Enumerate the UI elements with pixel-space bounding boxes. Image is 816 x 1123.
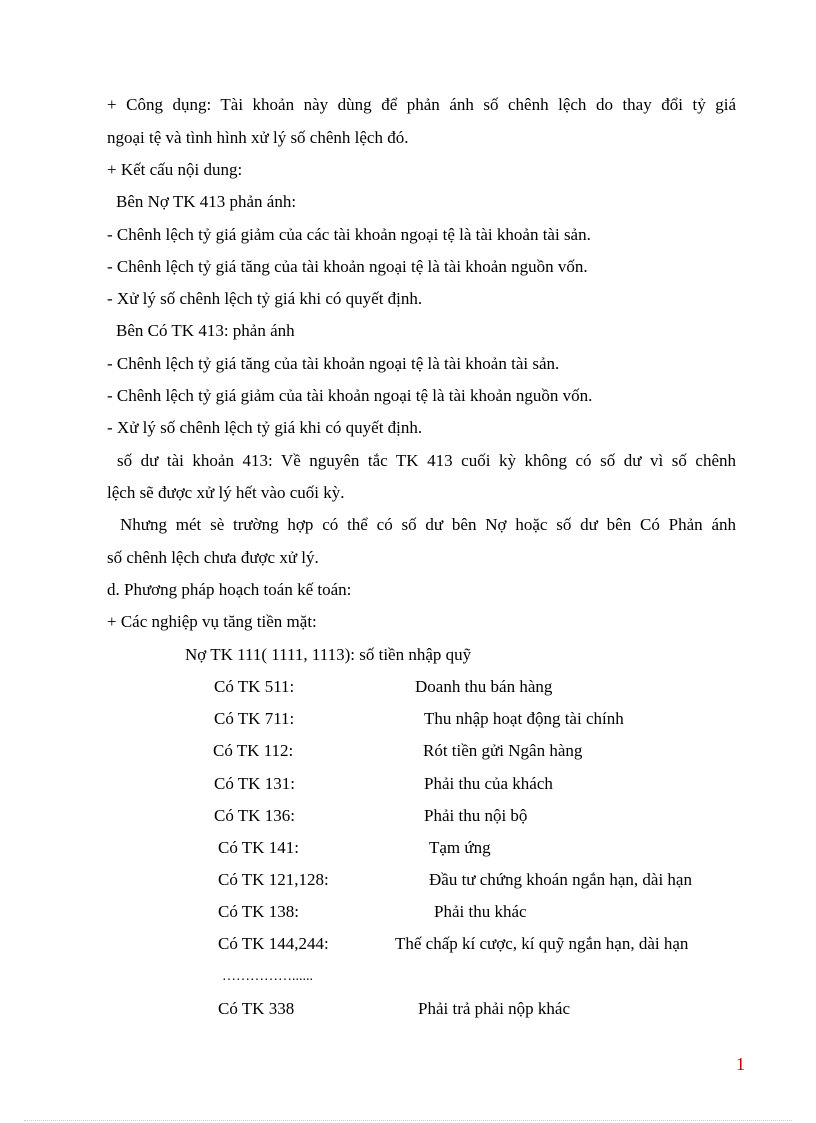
paragraph-line: lệch sẽ được xử lý hết vào cuối kỳ. <box>107 483 345 502</box>
page-number: 1 <box>736 1054 745 1074</box>
list-item: - Chênh lệch tỷ giá giảm của tài khoản ngoại tệ là tài khoản nguồn vốn. <box>107 386 593 405</box>
list-item: - Chênh lệch tỷ giá giảm của các tài khoản ngoại tệ là tài khoản tài sản. <box>107 225 591 244</box>
ellipsis-line: ……………...... <box>222 969 313 984</box>
entry-description: Rót tiền gửi Ngân hàng <box>423 741 583 760</box>
list-item: - Chênh lệch tỷ giá tăng của tài khoản ngoại tệ là tài khoản nguồn vốn. <box>107 257 588 276</box>
subheading-line: Bên Có TK 413: phản ánh <box>116 321 295 340</box>
entry-account: Có TK 131: <box>214 774 295 793</box>
entry-description: Doanh thu bán hàng <box>415 677 553 696</box>
entry-account: Có TK 338 <box>218 999 295 1018</box>
subheading-line: Bên Nợ TK 413 phản ánh: <box>116 192 297 211</box>
entry-account: Có TK 141: <box>218 838 299 857</box>
paragraph-line: số chênh lệch chưa được xử lý. <box>107 548 319 567</box>
debit-line: Nợ TK 111( 1111, 1113): số tiền nhập quỹ <box>185 645 472 664</box>
paragraph-line: Nhưng mét sè trường hợp có thể có số dư bên Nợ hoặc số dư bên Có Phản ánh <box>120 515 736 534</box>
entry-account: Có TK 112: <box>213 741 294 760</box>
entry-account: Có TK 144,244: <box>218 934 329 953</box>
paragraph-line: + Công dụng: Tài khoản này dùng để phản ánh số chênh lệch do thay đổi tỷ giá <box>107 95 736 114</box>
entry-account: Có TK 711: <box>214 709 295 728</box>
entry-description: Thu nhập hoạt động tài chính <box>424 709 624 728</box>
entry-description: Phải thu của khách <box>424 774 553 793</box>
list-item: - Chênh lệch tỷ giá tăng của tài khoản ngoại tệ là tài khoản tài sản. <box>107 354 560 373</box>
entry-account: Có TK 136: <box>214 806 295 825</box>
entry-account: Có TK 121,128: <box>218 870 329 889</box>
footer-divider <box>24 1120 792 1121</box>
paragraph-line: số dư tài khoản 413: Về nguyên tắc TK 413 cuối kỳ không có số dư vì số chênh <box>117 451 736 470</box>
paragraph-line: ngoại tệ và tình hình xử lý số chênh lệch đó. <box>107 128 409 147</box>
entry-description: Tạm ứng <box>429 838 491 857</box>
entry-description: Phải thu khác <box>434 902 527 921</box>
entry-description: Phải thu nội bộ <box>424 806 528 825</box>
list-item: - Xử lý số chênh lệch tỷ giá khi có quyết định. <box>107 418 423 437</box>
entry-account: Có TK 138: <box>218 902 299 921</box>
entry-description: Phải trả phải nộp khác <box>418 999 571 1018</box>
heading-line: + Kết cấu nội dung: <box>107 160 243 179</box>
entry-description: Thế chấp kí cược, kí quỹ ngắn hạn, dài hạn <box>395 934 689 953</box>
entry-account: Có TK 511: <box>214 677 295 696</box>
list-item: - Xử lý số chênh lệch tỷ giá khi có quyết định. <box>107 289 423 308</box>
entry-description: Đầu tư chứng khoán ngắn hạn, dài hạn <box>429 870 692 889</box>
section-heading: d. Phương pháp hoạch toán kế toán: <box>107 580 352 599</box>
heading-line: + Các nghiệp vụ tăng tiền mặt: <box>107 612 317 631</box>
